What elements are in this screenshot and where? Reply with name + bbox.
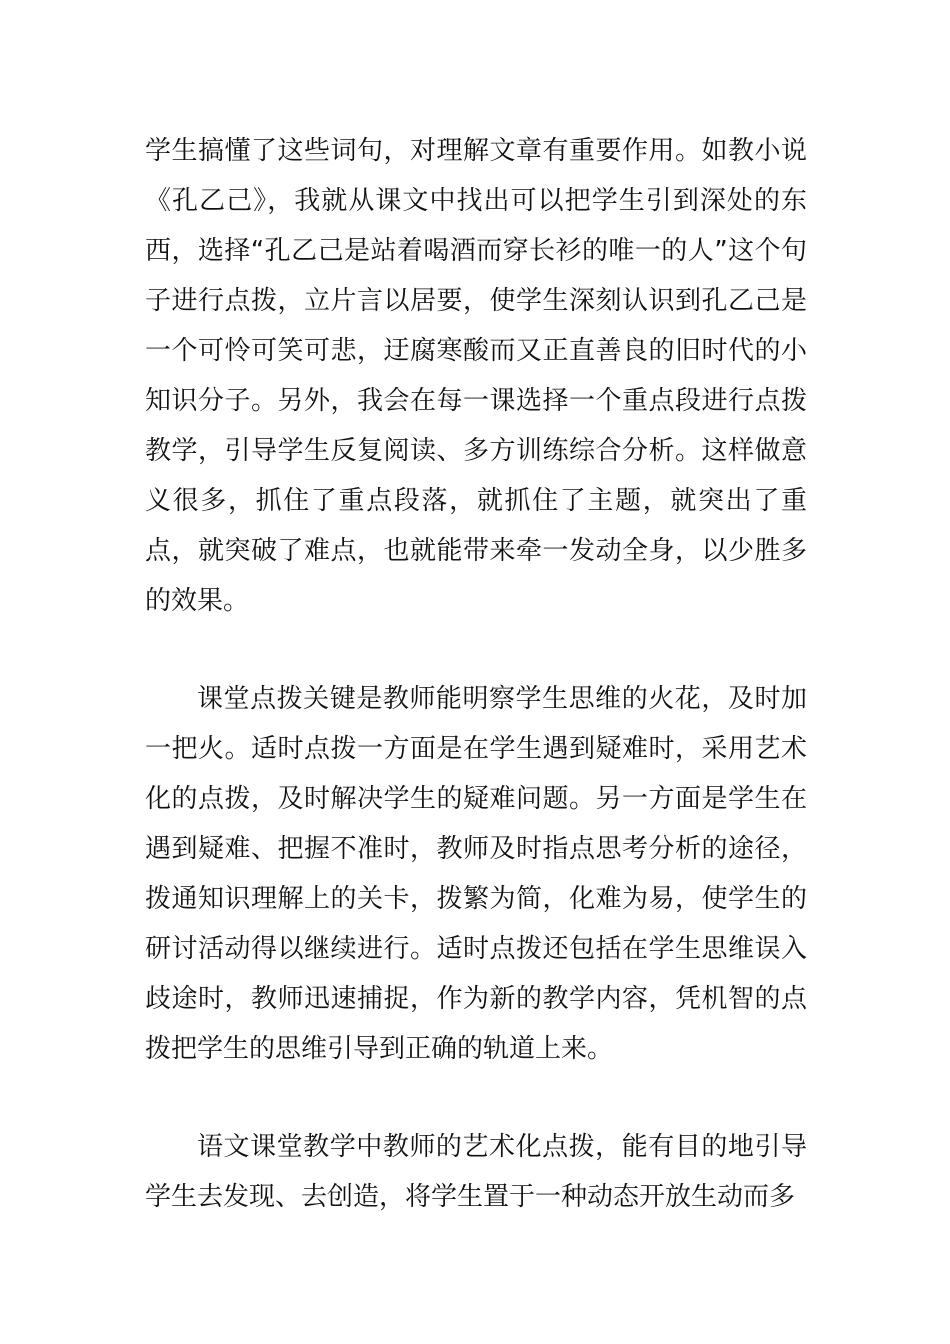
paragraph-3: 语文课堂教学中教师的艺术化点拨，能有目的地引导学生去发现、去创造，将学生置于一种动态开放生动而多 xyxy=(145,1132,807,1212)
paragraph-2: 课堂点拨关键是教师能明察学生思维的火花，及时加一把火。适时点拨一方面是在学生遇到疑难时，采用艺术化的点拨，及时解决学生的疑难问题。另一方面是学生在遇到疑难、把握不准时，教师及时指点思考分析的途径，拨通知识理解上的关卡，拨繁为简，化难为易，使学生的研讨活动得以继续进行。适时点拨还包括在学生思维误入歧途时，教师迅速捕捉，作为新的教学内容，凭机智的点拨把学生的思维引导到正确的轨道上来。 xyxy=(145,684,807,1064)
paragraph-1: 学生搞懂了这些词句，对理解文章有重要作用。如教小说《孔乙己》，我就从课文中找出可以把学生引到深处的东西，选择“孔乙己是站着喝酒而穿长衫的唯一的人”这个句子进行点拨，立片言以居要，使学生深刻认识到孔乙己是一个可怜可笑可悲，迂腐寒酸而又正直善良的旧时代的小知识分子。另外，我会在每一课选择一个重点段进行点拨教学，引导学生反复阅读、多方训练综合分析。这样做意义很多，抓住了重点段落，就抓住了主题，就突出了重点，就突破了难点，也就能带来牵一发动全身，以少胜多的效果。 xyxy=(145,136,807,616)
